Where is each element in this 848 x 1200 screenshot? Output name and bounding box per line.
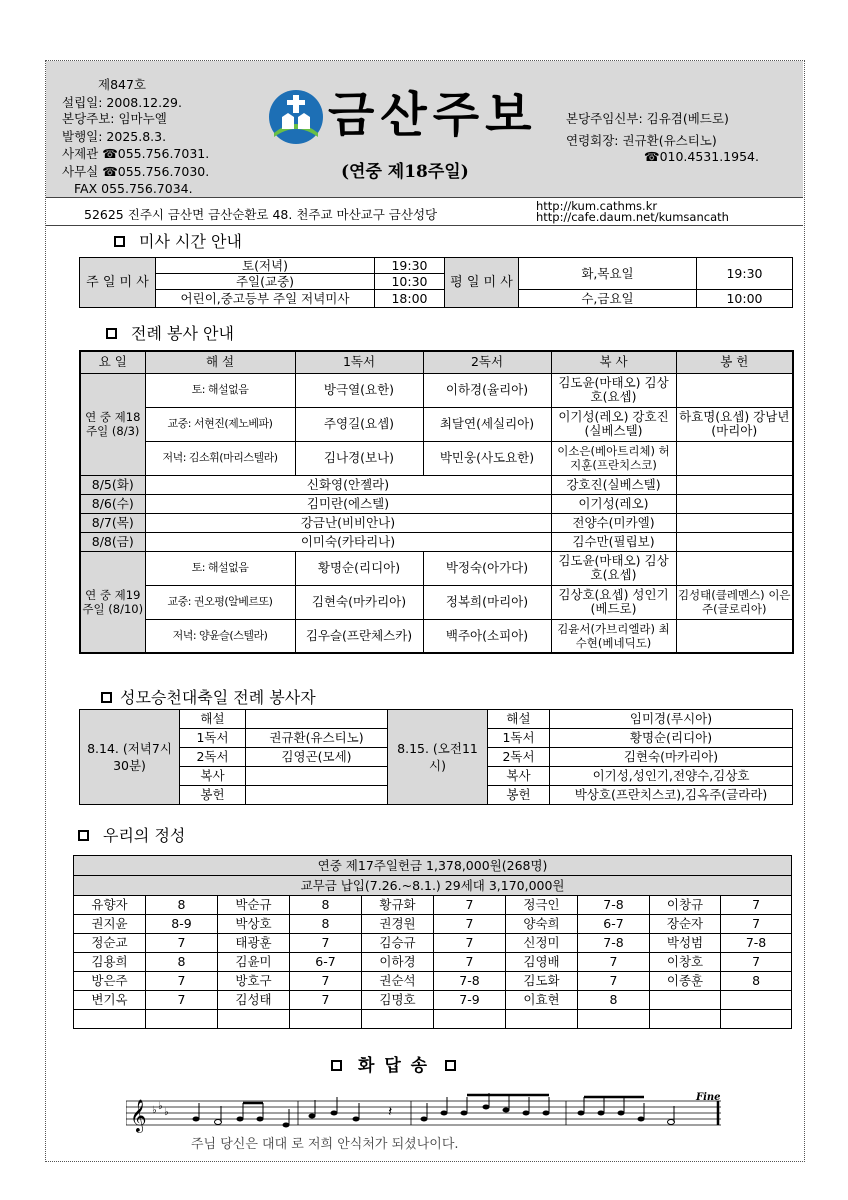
role-cell: 2독서	[488, 748, 550, 767]
header	[46, 61, 803, 198]
homepage-link[interactable]: http://kum.cathms.kr	[536, 199, 658, 213]
commentary-cell: 토: 해설없음	[145, 551, 295, 585]
commentary-cell: 토: 해설없음	[145, 373, 295, 407]
name-cell	[246, 767, 388, 786]
reader1-cell: 주영길(요셉)	[295, 407, 423, 441]
name-cell	[246, 786, 388, 805]
assumption-vigil-label: 8.14. (저녁7시30분)	[80, 710, 180, 805]
donor-name: 변기옥	[74, 991, 146, 1010]
donor-name: 김영배	[506, 953, 578, 972]
reader2-cell: 이하경(율리아)	[423, 373, 551, 407]
checkbox-icon	[78, 830, 89, 841]
donor-months: 6-7	[578, 915, 650, 934]
weekday-reader: 강금난(비비안나)	[145, 513, 551, 532]
col-header: 1독서	[295, 351, 423, 373]
mass-section-title: 미사 시간 안내	[139, 232, 242, 251]
donor-months: 7	[721, 896, 792, 915]
donor-name	[362, 1010, 434, 1029]
reader2-cell: 백주아(소피아)	[423, 619, 551, 653]
server-cell: 이소은(베아트리체) 허지훈(프란치스코)	[551, 441, 676, 475]
assumption-table	[79, 709, 793, 805]
mass-name: 주일(교중)	[156, 274, 375, 290]
donor-months	[290, 1010, 362, 1029]
offering-cell	[676, 619, 793, 653]
weekday-reader: 김미란(에스텔)	[145, 494, 551, 513]
empty-cell	[676, 513, 793, 532]
psalm-heading	[331, 1051, 456, 1076]
donor-months: 7	[434, 915, 506, 934]
donor-months: 7-8	[578, 934, 650, 953]
name-cell	[246, 710, 388, 729]
donor-name	[506, 1010, 578, 1029]
name-cell: 권규환(유스티노)	[246, 729, 388, 748]
commentary-cell: 저녁: 김소휘(마리스텔라)	[145, 441, 295, 475]
col-header: 해 설	[145, 351, 295, 373]
week-label: 연 중 제19주일 (8/10)	[80, 551, 145, 653]
svg-text:𝄽: 𝄽	[388, 1104, 393, 1120]
weekday-server: 김수만(필립보)	[551, 532, 676, 551]
weekday-server: 이기성(레오)	[551, 494, 676, 513]
donor-name	[74, 1010, 146, 1029]
weekday-label: 8/6(수)	[80, 494, 145, 513]
donor-name: 이종훈	[650, 972, 721, 991]
donor-months: 8	[146, 896, 218, 915]
donor-name: 김승규	[362, 934, 434, 953]
donor-months	[434, 1010, 506, 1029]
donor-months: 8-9	[146, 915, 218, 934]
donor-months: 7	[721, 953, 792, 972]
weekday-mass-label: 평 일 미 사	[445, 258, 519, 308]
col-header: 요 일	[80, 351, 145, 373]
donor-name: 정순교	[74, 934, 146, 953]
offering-section-title: 우리의 정성	[103, 826, 186, 845]
donor-name	[218, 1010, 290, 1029]
name-cell: 김영곤(모세)	[246, 748, 388, 767]
music-staff-icon	[126, 1091, 726, 1133]
donor-name: 권순석	[362, 972, 434, 991]
sunday-offering-summary: 연중 제17주일헌금 1,378,000원(268명)	[74, 856, 792, 876]
empty-cell	[676, 475, 793, 494]
psalm-lyrics: 주님 당신은 대대 로 저희 안식처가 되셨나이다.	[191, 1137, 459, 1152]
fine-marking: Fine	[696, 1092, 721, 1103]
mass-name: 토(저녁)	[156, 258, 375, 274]
donor-months	[146, 1010, 218, 1029]
role-cell: 해설	[488, 710, 550, 729]
mass-name: 어린이,중고등부 주일 저녁미사	[156, 290, 375, 308]
commentary-cell: 교중: 서현진(제노베파)	[145, 407, 295, 441]
reader1-cell: 황명순(리디아)	[295, 551, 423, 585]
name-cell: 이기성,성인기,전양수,김상호	[550, 767, 793, 786]
parish-address: 52625 진주시 금산면 금산순환로 48. 천주교 마산교구 금산성당	[84, 207, 438, 222]
parish-patron: 본당주보: 임마누엘	[62, 111, 167, 126]
server-cell: 이기성(레오) 강호진(실베스텔)	[551, 407, 676, 441]
name-cell: 박상호(프란치스코),김옥주(글라라)	[550, 786, 793, 805]
liturgy-section-heading	[106, 321, 234, 344]
pastor-name: 본당주임신부: 김유겸(베드로)	[566, 111, 729, 126]
donor-months: 7	[146, 934, 218, 953]
donor-name: 박상호	[218, 915, 290, 934]
role-cell: 복사	[488, 767, 550, 786]
offering-cell	[676, 373, 793, 407]
reader1-cell: 김현숙(마카리아)	[295, 585, 423, 619]
server-cell: 김도윤(마태오) 김상호(요셉)	[551, 551, 676, 585]
donor-name: 황규화	[362, 896, 434, 915]
role-cell: 1독서	[488, 729, 550, 748]
mass-time: 19:30	[375, 258, 445, 274]
offering-cell	[676, 551, 793, 585]
donor-months: 7-8	[721, 934, 792, 953]
donor-name	[650, 1010, 721, 1029]
donor-months: 6-7	[290, 953, 362, 972]
donor-name: 김윤미	[218, 953, 290, 972]
donor-name: 권경원	[362, 915, 434, 934]
server-cell: 김상호(요셉) 성인기(베드로)	[551, 585, 676, 619]
donor-name: 김도화	[506, 972, 578, 991]
bulletin-page	[45, 60, 805, 1162]
donor-months	[721, 991, 792, 1010]
donor-months: 7-8	[578, 896, 650, 915]
commentary-cell: 교중: 권오평(알베르또)	[145, 585, 295, 619]
cafe-link[interactable]: http://cafe.daum.net/kumsancath	[536, 210, 729, 224]
founded-date: 설립일: 2008.12.29.	[62, 95, 182, 110]
mass-section-heading	[114, 229, 242, 252]
donor-name: 김성태	[218, 991, 290, 1010]
week-label: 연 중 제18주일 (8/3)	[80, 373, 145, 475]
name-cell: 김현숙(마카리아)	[550, 748, 793, 767]
donor-name: 신정미	[506, 934, 578, 953]
donor-months: 7	[290, 991, 362, 1010]
weekday-reader: 이미숙(카타리나)	[145, 532, 551, 551]
svg-text:𝄞: 𝄞	[130, 1099, 147, 1132]
weekday-reader: 신화영(안젤라)	[145, 475, 551, 494]
reader1-cell: 방극열(요한)	[295, 373, 423, 407]
role-cell: 2독서	[180, 748, 246, 767]
reader1-cell: 김나경(보나)	[295, 441, 423, 475]
mass-time: 10:00	[697, 290, 793, 308]
donor-name: 방은주	[74, 972, 146, 991]
donor-months: 8	[721, 972, 792, 991]
empty-cell	[676, 532, 793, 551]
donor-name: 박성범	[650, 934, 721, 953]
donor-name: 양숙희	[506, 915, 578, 934]
role-cell: 복사	[180, 767, 246, 786]
weekday-label: 8/5(화)	[80, 475, 145, 494]
assumption-section-heading	[101, 685, 316, 708]
weekday-server: 강호진(실베스텔)	[551, 475, 676, 494]
checkbox-icon	[101, 692, 112, 703]
reader2-cell: 박정숙(아가다)	[423, 551, 551, 585]
offering-cell: 하효명(요셉) 강남년(마리아)	[676, 407, 793, 441]
checkbox-icon	[331, 1060, 342, 1071]
donor-name: 이창호	[650, 953, 721, 972]
reader2-cell: 정복희(마리아)	[423, 585, 551, 619]
donor-name: 이효현	[506, 991, 578, 1010]
liturgy-section-title: 전례 봉사 안내	[131, 324, 234, 343]
donor-name	[650, 991, 721, 1010]
col-header: 2독서	[423, 351, 551, 373]
donor-name: 유향자	[74, 896, 146, 915]
donor-months	[721, 1010, 792, 1029]
role-cell: 해설	[180, 710, 246, 729]
donor-months: 7	[434, 934, 506, 953]
server-cell: 김윤서(가브리엘라) 최수현(베네딕도)	[551, 619, 676, 653]
mass-schedule-table	[79, 257, 793, 308]
donor-months: 7	[578, 972, 650, 991]
role-cell: 1독서	[180, 729, 246, 748]
donor-months: 7	[434, 896, 506, 915]
donor-months: 7	[290, 934, 362, 953]
office-phone: 사무실 ☎055.756.7030.	[62, 164, 210, 179]
donor-name: 장순자	[650, 915, 721, 934]
mass-name: 수,금요일	[519, 290, 697, 308]
donor-name: 이하경	[362, 953, 434, 972]
reader2-cell: 박민웅(사도요한)	[423, 441, 551, 475]
offering-cell	[676, 441, 793, 475]
offering-cell: 김성태(클레멘스) 이은주(글로리아)	[676, 585, 793, 619]
parish-logo-icon	[268, 89, 324, 145]
donor-months: 8	[578, 991, 650, 1010]
address-bar	[46, 199, 803, 226]
empty-cell	[676, 494, 793, 513]
server-cell: 김도윤(마태오) 김상호(요셉)	[551, 373, 676, 407]
mass-time: 18:00	[375, 290, 445, 308]
col-header: 복 사	[551, 351, 676, 373]
donor-name: 권지윤	[74, 915, 146, 934]
assumption-section-title: 성모승천대축일 전례 봉사자	[120, 688, 316, 707]
mass-time: 10:30	[375, 274, 445, 290]
weekday-server: 전양수(미카엘)	[551, 513, 676, 532]
sunday-mass-label: 주 일 미 사	[80, 258, 156, 308]
checkbox-icon	[114, 236, 125, 247]
liturgy-table	[79, 350, 794, 654]
name-cell: 황명순(리디아)	[550, 729, 793, 748]
reader2-cell: 최달연(세실리아)	[423, 407, 551, 441]
checkbox-icon	[445, 1060, 456, 1071]
offering-table	[73, 855, 792, 1029]
donor-months: 8	[290, 896, 362, 915]
donor-name: 이창규	[650, 896, 721, 915]
name-cell: 임미경(루시아)	[550, 710, 793, 729]
donor-months: 8	[290, 915, 362, 934]
reader1-cell: 김우슬(프란체스카)	[295, 619, 423, 653]
role-cell: 봉헌	[180, 786, 246, 805]
bulletin-title: 금산주보	[328, 87, 538, 143]
role-cell: 봉헌	[488, 786, 550, 805]
publish-date: 발행일: 2025.8.3.	[62, 129, 167, 144]
donor-months: 7	[146, 991, 218, 1010]
dues-summary: 교무금 납입(7.26.~8.1.) 29세대 3,170,000원	[74, 876, 792, 896]
mass-time: 19:30	[697, 258, 793, 290]
donor-months: 7	[578, 953, 650, 972]
donor-months: 8	[146, 953, 218, 972]
donor-months: 7	[146, 972, 218, 991]
col-header: 봉 헌	[676, 351, 793, 373]
donor-name: 방호구	[218, 972, 290, 991]
checkbox-icon	[106, 328, 117, 339]
svg-text:♭: ♭	[158, 1101, 163, 1112]
assumption-day-label: 8.15. (오전11시)	[388, 710, 488, 805]
weekday-label: 8/8(금)	[80, 532, 145, 551]
president-phone: ☎010.4531.1954.	[644, 149, 759, 164]
offering-section-heading	[78, 823, 185, 846]
donor-name: 김명호	[362, 991, 434, 1010]
donor-name: 박순규	[218, 896, 290, 915]
mass-name: 화,목요일	[519, 258, 697, 290]
psalm-title: 화 답 송	[358, 1056, 430, 1076]
rectory-phone: 사제관 ☎055.756.7031.	[62, 146, 210, 161]
donor-name: 태광훈	[218, 934, 290, 953]
commentary-cell: 저녁: 양윤슬(스텔라)	[145, 619, 295, 653]
weekday-label: 8/7(목)	[80, 513, 145, 532]
donor-months: 7	[434, 953, 506, 972]
donor-months: 7	[721, 915, 792, 934]
donor-months: 7-9	[434, 991, 506, 1010]
bulletin-subtitle: (연중 제18주일)	[341, 162, 469, 182]
fax-number: FAX 055.756.7034.	[74, 181, 193, 196]
donor-months: 7-8	[434, 972, 506, 991]
issue-number: 제847호	[98, 77, 147, 92]
donor-name: 정극인	[506, 896, 578, 915]
donor-name: 김용희	[74, 953, 146, 972]
svg-text:♭: ♭	[152, 1105, 157, 1116]
donor-months: 7	[290, 972, 362, 991]
donor-months	[578, 1010, 650, 1029]
council-president: 연령회장: 권규환(유스티노)	[566, 133, 717, 148]
svg-text:♭: ♭	[164, 1107, 169, 1118]
